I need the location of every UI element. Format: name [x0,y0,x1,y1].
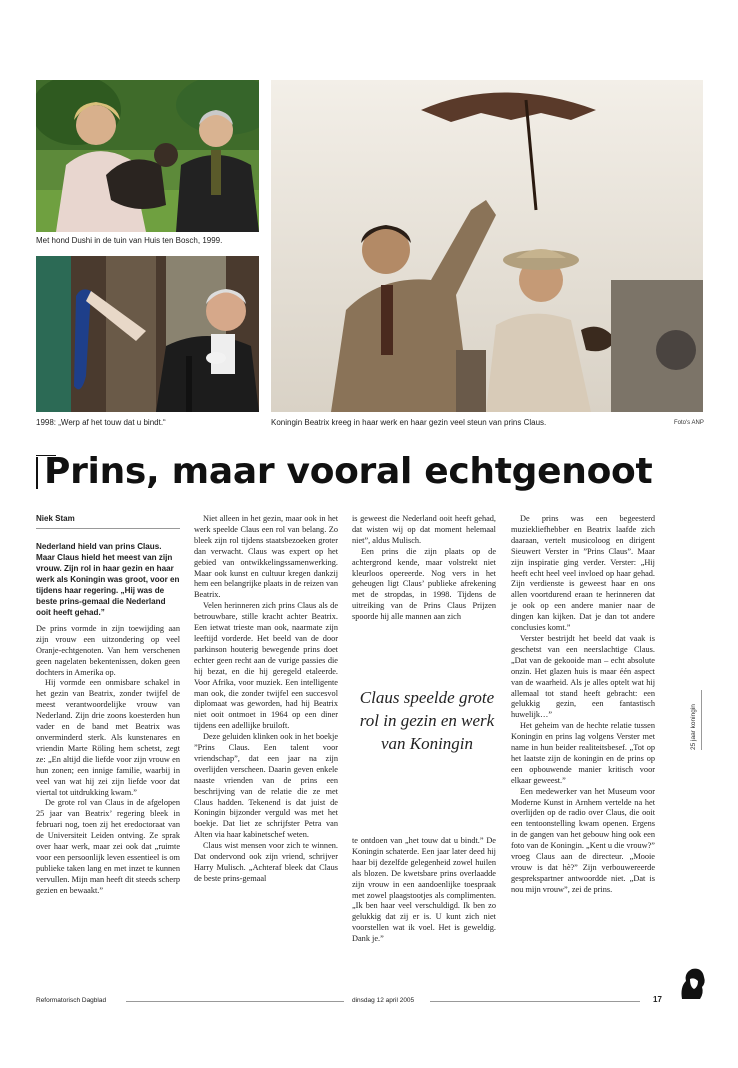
headline-bar [36,457,38,489]
paragraph: De grote rol van Claus in de afgelopen 25 jaar van Beatrix’ regering bleek in februari nog, toen zij het eredoctoraat van de Universiteit Leiden ontving. Ze sprak over haar werk, maar zei ook dat „ruimte voor een persoonlijk leven essentieel is om publieke taken lang en met inzet te kunnen vervullen. Mijn man heeft dit steeds scherp gezien en bewaakt.” [36,798,180,895]
photo1-caption: Met hond Dushi in de tuin van Huis ten Bosch, 1999. [36,236,223,245]
paragraph: De prins was een begeesterd muziekliefhebber en Beatrix laafde zich daaraan, vertelt musicoloog en dirigent Sieuwert Verster in ”Prins Claus”. Maar zijn inspiratie ging verder. Verster: „Hij heeft echt heel veel invloed op haar gehad. Zijn verdienste is geweest haar en ons allen voortdurend eraan te herinneren dat je ook op een andere manier naar de dingen kan kijken. Dat je dan tot andere conclusies komt.” [511,514,655,633]
sidebar-rule [701,690,702,750]
column-2 [194,514,338,885]
column-3-top [352,514,496,623]
footer-rule-right [430,1001,640,1002]
photo2-caption: 1998: „Werp af het touw dat u bindt.“ [36,418,166,427]
paragraph: De prins vormde in zijn toewijding aan zijn vrouw een uitzondering op veel Oranje-echtgenoten. Van hem verschenen geen nagelaten bekentenissen, doken geen dochters in Amerika op. [36,623,180,677]
paragraph: Velen herinneren zich prins Claus als de betrouwbare, stille kracht achter Beatrix. Een ietwat trieste man ook, naarmate zijn leeftijd vorderde. Het beeld van de door parkinson houterig bewegende prins doet echter geen recht aan de vurige passies die hij bezat, en die hij geregeld etaleerde. Voor Afrika, voor muziek. Een intelligente man ook, die zonder twijfel een succesvol diplomaat was geworden, had hij Beatrix niet ooit ontmoet in 1964 op een diner tijdens een adellijke bruiloft. [194,601,338,731]
footer-date: dinsdag 12 april 2005 [352,997,415,1004]
photo-tie-ceremony [36,256,259,412]
paragraph: Het geheim van de hechte relatie tussen Koningin en prins lag volgens Verster met name in hun beider realiteitsbesef. „Tot op het laatste zijn de koningin en de prins op een opbouwende manier kritisch voor elkaar geweest.” [511,721,655,785]
photo3-caption: Koningin Beatrix kreeg in haar werk en haar gezin veel steun van prins Claus. [271,418,547,427]
queen-silhouette-logo [676,965,708,1001]
headline: Prins, maar vooral echtgenoot [44,451,653,492]
paragraph: Niet alleen in het gezin, maar ook in het werk speelde Claus een rol van belang. Zo bleek zijn rol tijdens staatsbezoeken groter dan verwacht. Claus was expert op het gebied van ontwikkelingssamenwerking. Maar ook kunst en cultuur kregen dankzij hem een belangrijke plaats in de reizen van Beatrix. [194,514,338,600]
photo-credit: Foto's ANP [674,420,704,426]
photo-dog-garden [36,80,259,232]
column-1 [36,514,180,897]
photo-umbrella-couple [271,80,703,412]
paragraph: Een prins die zijn plaats op de achtergrond kende, maar volstrekt niet kleurloos opereerde. Nog vers in het geheugen ligt Claus’ publieke afrekening met de stropdas, in 1998. Tijdens de uitreiking van de Prins Claus Prijzen spoorde hij alle mannen aan zich [352,546,496,622]
footer-page-number: 17 [653,995,662,1004]
lead-paragraph: Nederland hield van prins Claus. Maar Claus hield het meest van zijn vrouw. Zijn rol in haar gezin en haar werk als Koningin was groot, voor en tijdens haar regering. „Hij was de beste prins-gemaal die Nederland ooit heeft gehad.” [36,541,180,617]
pull-quote: Claus speelde grote rol in gezin en werk van Koningin [359,688,495,753]
paragraph: Deze geluiden klinken ook in het boekje ”Prins Claus. Een talent voor vriendschap”, dat een jaar na zijn overlijden verscheen. Daarin geven enkele naaste vrienden van de prins een beschrijving van de relatie die ze met Claus hadden. Tekenend is dat juist de Koningin bijzonder verguld was met het boekje. Dat liet ze schrijfster Petra van Alten via haar kabinetschef weten. [194,732,338,840]
column-4 [511,514,655,896]
column-3-bottom [352,836,496,945]
paragraph: Verster bestrijdt het beeld dat vaak is geschetst van een neerslachtige Claus. „Dat van de gekooide man – echt absolute onzin. Het glazen huis is maar één aspect van de waarheid. Als je alles optelt wat hij allemaal tot stand heeft gebracht: een gelukkig gezin, een fantastisch huwelijk…” [511,633,655,720]
footer-paper-name: Reformatorisch Dagblad [36,997,107,1004]
paragraph: Claus wist mensen voor zich te winnen. Dat ondervond ook zijn vriend, schrijver Harry Mulisch. „Achteraf bleek dat Claus de beste prins-gemaal [194,841,338,883]
sidebar-label: 25 jaar koningin [690,704,697,750]
footer-rule-left [126,1001,344,1002]
paragraph: te ontdoen van „het touw dat u bindt.” De Koningin schaterde. Een jaar later deed hij haar bij dezelfde gelegenheid zowel huilen als blozen. De kwetsbare prins overlaadde zijn vrouw in een aandoenlijke toespraak met zowel plaagstootjes als complimenten. „Ik ben haar veel verschuldigd. Ik ben zo gelukkig dat zij er is. U kunt zich niet voorstellen wat ik voel. Het is geweldig. Dank je.” [352,836,496,944]
byline: Niek Stam [36,514,180,529]
paragraph: is geweest die Nederland ooit heeft gehad, dat wisten wij op dat moment helemaal niet”, aldus Mulisch. [352,514,496,545]
paragraph: Een medewerker van het Museum voor Moderne Kunst in Arnhem vertelde na het overlijden op de radio over Claus, die ooit een tentoonstelling kwam openen. Ergens in de gangen van het gebouw hing ook een foto van de Koningin. „Kent u die vrouw?” vroeg Claus aan de directeur. „Mooie vrouw is dat hè?” Zijn verbouwereerde gesprekspartner antwoordde niet. „Dat is nou mijn vrouw”, zei de prins. [511,786,655,894]
paragraph: Hij vormde een onmisbare schakel in het gezin van Beatrix, zonder twijfel de meest verantwoordelijke vrouw van Nederland. Zijn drie zoons koesterden hun vader en de band met Beatrix was onverminderd sterk. Als kunstenares en vriendin Marte Röling hem schetst, zegt ze: „En altijd die liefde voor zijn vrouw en hun zonen; een innige familie, waarbij in veel van wat hij zei zijn liefde voor dat viertal tot uitdrukking kwam.” [36,678,180,797]
